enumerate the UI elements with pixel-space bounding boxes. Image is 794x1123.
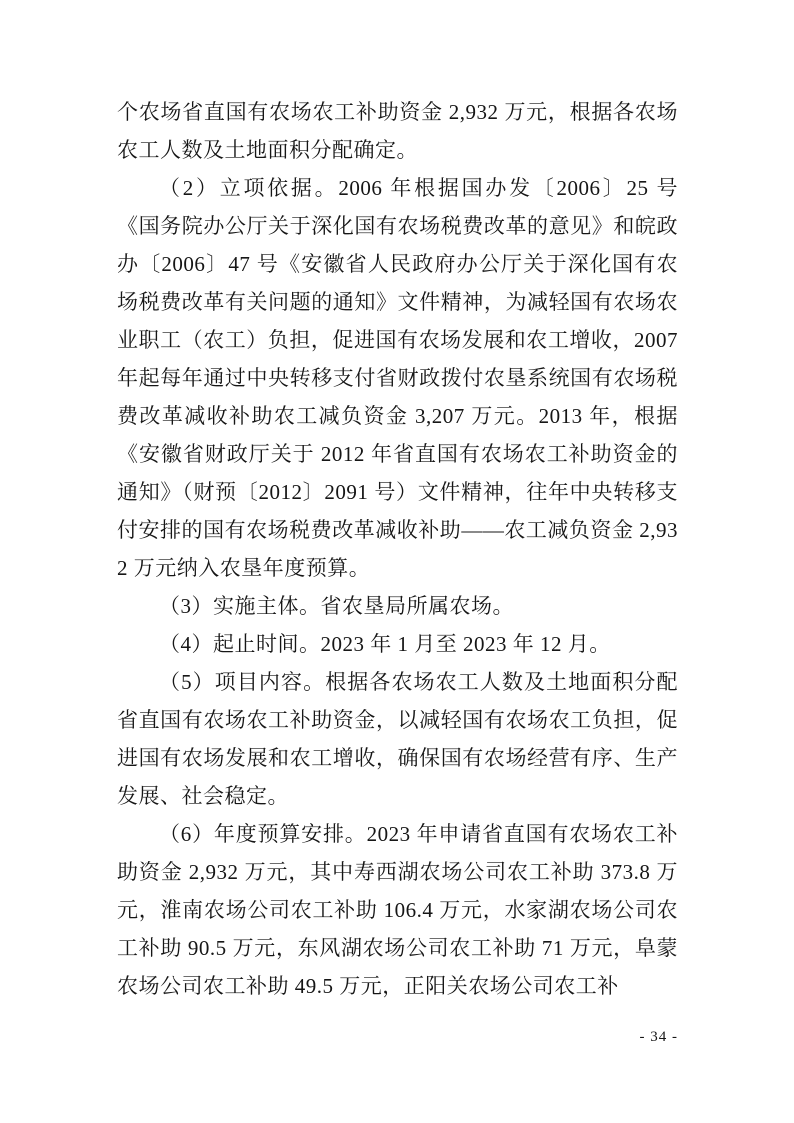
paragraph: （2）立项依据。2006 年根据国办发〔2006〕25 号《国务院办公厅关于深化国有农场税费改革的意见》和皖政办〔2006〕47 号《安徽省人民政府办公厅关于深化国有农场税费改革有关问题的通知》文件精神，为减轻国有农场农业职工（农工）负担，促进国有农场发展和农工增收，2007 年起每年通过中央转移支付省财政拨付农垦系统国有农场税费改革减收补助农工减负资金 3,207 万元。2013 年，根据《安徽省财政厅关于 2012 年省直国有农场农工补助资金的通知》（财预〔2012〕2091 号）文件精神，往年中央转移支付安排的国有农场税费改革减收补助——农工减负资金 2,932 万元纳入农垦年度预算。 bbox=[117, 176, 678, 580]
page-footer bbox=[117, 1027, 678, 1047]
paragraph: （6）年度预算安排。2023 年申请省直国有农场农工补助资金 2,932 万元，其中寿西湖农场公司农工补助 373.8 万元，淮南农场公司农工补助 106.4 万元，水家湖农场公司农工补助 90.5 万元，东风湖农场公司农工补助 71 万元，阜蒙农场公司农工补助 49.5 万元，正阳关农场公司农工补 bbox=[117, 822, 678, 998]
paragraph: （4）起止时间。2023 年 1 月至 2023 年 12 月。 bbox=[159, 632, 611, 656]
paragraph: 个农场省直国有农场农工补助资金 2,932 万元，根据各农场农工人数及土地面积分配确定。 bbox=[117, 100, 678, 162]
paragraph: （3）实施主体。省农垦局所属农场。 bbox=[159, 594, 514, 618]
document-body bbox=[117, 93, 678, 1005]
page-number: - 34 - bbox=[639, 1029, 678, 1045]
paragraph: （5）项目内容。根据各农场农工人数及土地面积分配省直国有农场农工补助资金，以减轻国有农场农工负担，促进国有农场发展和农工增收，确保国有农场经营有序、生产发展、社会稳定。 bbox=[117, 670, 678, 808]
